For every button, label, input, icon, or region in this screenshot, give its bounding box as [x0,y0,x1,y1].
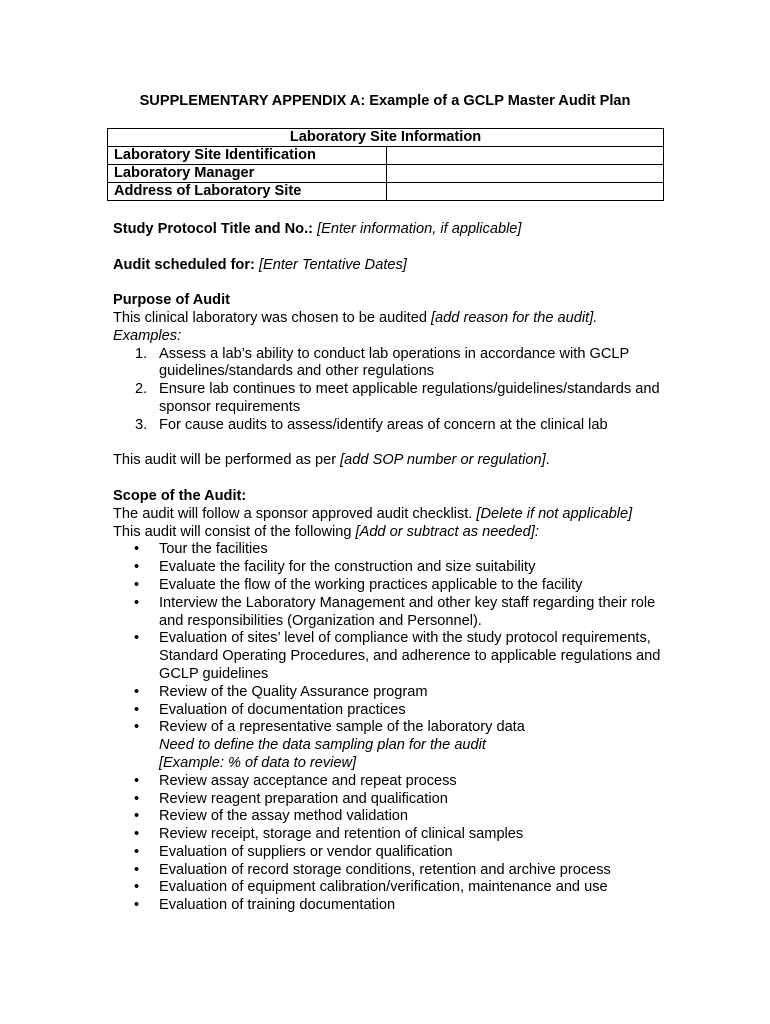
bullet-icon: • [134,772,140,789]
list-item-text: Review assay acceptance and repeat process [159,772,457,789]
list-item [113,595,663,631]
bullet-icon: • [134,897,140,914]
list-item [113,417,663,435]
list-item-text: Assess a lab’s ability to conduct lab operations in accordance with GCLP guidelines/standards and other regulations [159,345,629,380]
performed-placeholder: [add SOP number or regulation] [340,452,546,469]
bullet-icon: • [134,701,140,718]
table-row [108,183,664,201]
scope-line-2-placeholder: [Add or subtract as needed]: [355,523,539,540]
list-item-text: Review reagent preparation and qualification [159,790,448,807]
table-row [108,147,664,165]
list-item [113,773,663,791]
purpose-intro [113,310,663,328]
bullet-icon: • [134,630,140,647]
scope-line-1-text: The audit will follow a sponsor approved audit checklist. [113,505,477,522]
site-identification-label: Laboratory Site Identification [108,147,387,165]
scope-line-1 [113,506,663,524]
list-item-text: Evaluate the flow of the working practices applicable to the facility [159,576,583,593]
sampling-note: Need to define the data sampling plan for the audit [159,737,486,754]
list-item-text: Evaluation of training documentation [159,897,396,914]
list-item [113,559,663,577]
list-item-text: Evaluation of record storage conditions, retention and archive process [159,861,611,878]
scope-line-2 [113,524,663,542]
scope-line-2-text: This audit will consist of the following [113,523,356,540]
laboratory-manager-value[interactable] [387,165,664,183]
examples-label: Examples: [113,327,182,344]
laboratory-manager-label: Laboratory Manager [108,165,387,183]
bullet-icon: • [134,808,140,825]
list-item-text: Review of the Quality Assurance program [159,683,428,700]
list-number: 3. [135,416,148,433]
site-identification-value[interactable] [387,147,664,165]
purpose-intro-text: This clinical laboratory was chosen to be audited [113,309,431,326]
bullet-icon: • [134,719,140,736]
list-item [113,791,663,809]
scope-list [113,541,663,915]
performed-text: This audit will be performed as per [113,452,341,469]
list-item [113,897,663,915]
purpose-list [113,346,663,435]
list-item [113,879,663,897]
bullet-icon: • [134,559,140,576]
list-item [113,684,663,702]
list-item-text: Evaluation of equipment calibration/verification, maintenance and use [159,879,608,896]
scope-line-1-placeholder: [Delete if not applicable] [476,505,633,522]
document-title: SUPPLEMENTARY APPENDIX A: Example of a GCLP Master Audit Plan [139,93,631,109]
bullet-icon: • [134,843,140,860]
list-item [113,577,663,595]
purpose-heading: Purpose of Audit [113,292,231,309]
list-item-text: Evaluation of documentation practices [159,701,406,718]
list-item-text: Interview the Laboratory Management and other key staff regarding their role and responsibilities (Organization and Personnel). [159,594,656,629]
schedule-value: [Enter Tentative Dates] [258,256,407,273]
site-address-value[interactable] [387,183,664,201]
bullet-icon: • [134,861,140,878]
site-address-label: Address of Laboratory Site [108,183,387,201]
list-item-text: Review of a representative sample of the laboratory data [159,719,525,736]
bullet-icon: • [134,826,140,843]
performed-end: . [545,452,550,469]
list-item [113,541,663,559]
bullet-icon: • [134,541,140,558]
list-item [113,826,663,844]
list-item [113,862,663,880]
list-number: 1. [135,345,148,362]
table-header-row [108,129,664,147]
bullet-icon: • [134,594,140,611]
table-row [108,165,664,183]
bullet-icon: • [134,879,140,896]
list-item [113,630,663,683]
list-item [113,808,663,826]
table-header: Laboratory Site Information [108,129,664,147]
scope-heading: Scope of the Audit: [113,487,247,504]
list-item [113,844,663,862]
list-number: 2. [135,381,148,398]
list-item-text: Evaluation of sites’ level of compliance with the study protocol requirements, Standard Operating Procedures, and adherence to applicable regulations and GCLP guidelines [159,630,661,682]
list-item [113,702,663,720]
sampling-example: [Example: % of data to review] [159,754,357,771]
document-body [113,221,663,915]
schedule-line [113,257,663,275]
list-item-text: Review of the assay method validation [159,808,409,825]
list-item-text: Evaluate the facility for the construction and size suitability [159,559,536,576]
purpose-intro-placeholder: [add reason for the audit]. [431,309,598,326]
list-item-text: Tour the facilities [159,541,268,558]
list-item [113,719,663,772]
bullet-icon: • [134,576,140,593]
list-item-text: Review receipt, storage and retention of clinical samples [159,826,524,843]
list-item [113,381,663,417]
list-item-text: For cause audits to assess/identify areas of concern at the clinical lab [159,416,608,433]
laboratory-site-table [107,128,664,201]
protocol-line [113,221,663,239]
list-item-text: Ensure lab continues to meet applicable regulations/guidelines/standards and sponsor requirements [159,381,660,415]
list-item [113,346,663,382]
bullet-icon: • [134,683,140,700]
protocol-label: Study Protocol Title and No.: [113,221,313,237]
schedule-label: Audit scheduled for: [113,256,255,273]
protocol-value: [Enter information, if applicable] [317,221,522,237]
bullet-icon: • [134,790,140,807]
performed-line [113,452,663,470]
list-item-text: Evaluation of suppliers or vendor qualification [159,843,453,860]
